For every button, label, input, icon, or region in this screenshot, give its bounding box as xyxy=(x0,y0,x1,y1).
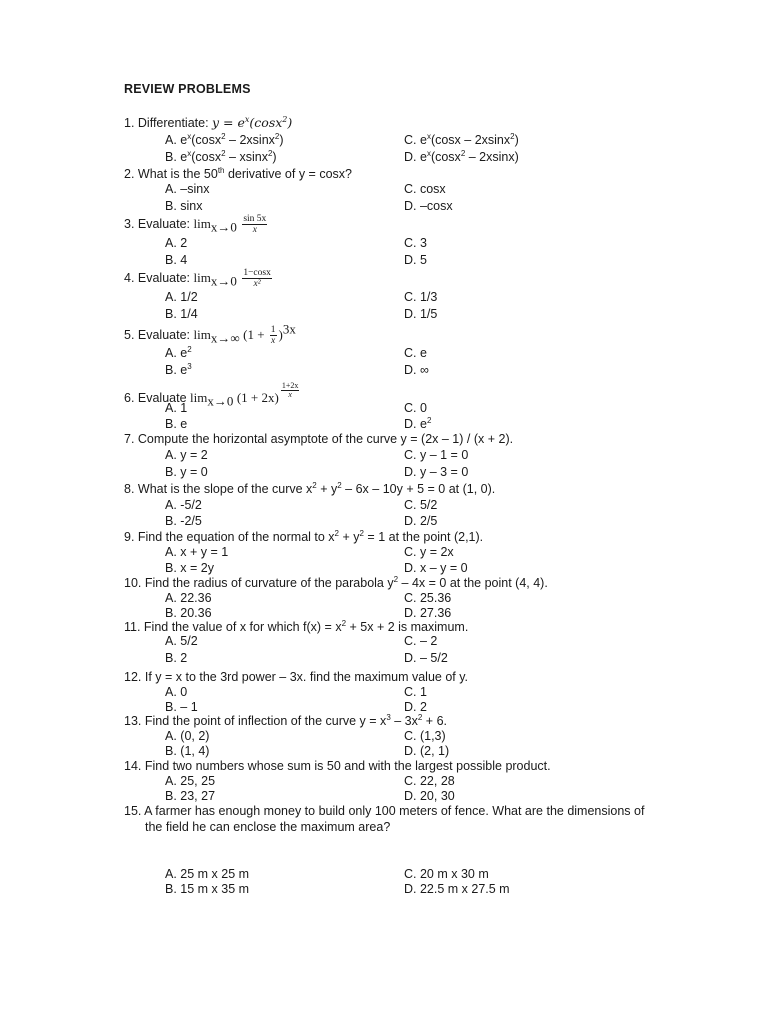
question-2-option-a: A. –sinx xyxy=(165,182,210,196)
question-11: 11. Find the value of x for which $f(x) = x^2 + 5x + 2$ is maximum. xyxy=(124,618,469,634)
question-10-option-a: A. 22.36 xyxy=(165,591,212,605)
question-7-option-d: D. y – 3 = 0 xyxy=(404,465,469,479)
question-10-option-b: B. 20.36 xyxy=(165,606,212,620)
question-6: 6. Evaluate $\lim_{x\to 0} (1 + 2x)$ $\frac{1+2x}{x}$ xyxy=(124,381,299,409)
question-4-option-a: A. 1/2 xyxy=(165,290,198,304)
question-4-option-d: D. 1/5 xyxy=(404,307,438,321)
question-8-option-b: B. -2/5 xyxy=(165,514,202,528)
question-6-option-b: B. e xyxy=(165,417,188,431)
question-14-option-a: A. 25, 25 xyxy=(165,774,216,788)
question-15-option-b: B. 15 m x 35 m xyxy=(165,882,250,896)
question-15: 15. A farmer has enough money to build only 100 meters of fence. What are the dimensions of xyxy=(124,804,645,818)
question-8-option-d: D. 2/5 xyxy=(404,514,438,528)
question-5: 5. Evaluate: $\lim_{x\to\infty} (1$ + $\frac{1}{x}$ )$^{3x}$ xyxy=(124,321,296,346)
question-1-option-c: C. $e^x(\cos x - 2xsinx^2)$ xyxy=(404,131,519,147)
question-11-option-c: C. – 2 xyxy=(404,634,438,648)
question-1 xyxy=(124,115,292,131)
question-14-option-d: D. 20, 30 xyxy=(404,789,455,803)
question-7-option-b: B. y = 0 xyxy=(165,465,208,479)
question-11-option-b: B. 2 xyxy=(165,651,188,665)
question-7-option-c: C. y – 1 = 0 xyxy=(404,448,469,462)
question-14: 14. Find two numbers whose sum is 50 and with the largest possible product. xyxy=(124,759,551,773)
question-5-option-b: B. $e^3$ xyxy=(165,361,192,377)
question-14-option-b: B. 23, 27 xyxy=(165,789,216,803)
question-3: 3. Evaluate: $\lim_{x\to 0}$ $\frac{\sin 5x}{x}$ xyxy=(124,214,267,235)
question-12-option-a: A. 0 xyxy=(165,685,188,699)
question-7-option-a: A. y = 2 xyxy=(165,448,208,462)
question-13-option-a: A. (0, 2) xyxy=(165,729,210,743)
question-3-option-b: B. 4 xyxy=(165,253,188,267)
question-5-option-a: A. $e^2$ xyxy=(165,344,192,360)
question-9-option-a: A. x + y = 1 xyxy=(165,545,229,559)
question-13-option-c: C. (1,3) xyxy=(404,729,446,743)
question-2-option-c: C. cosx xyxy=(404,182,446,196)
question-8-option-c: C. 5/2 xyxy=(404,498,438,512)
question-10: 10. Find the radius of curvature of the parabola $y^2 - 4x = 0$ at the point (4, 4). xyxy=(124,574,548,590)
question-9-option-c: C. y = 2x xyxy=(404,545,454,559)
question-10-option-c: C. 25.36 xyxy=(404,591,452,605)
question-9-option-d: D. x – y = 0 xyxy=(404,561,468,575)
question-3-option-c: C. 3 xyxy=(404,236,427,250)
question-3-option-d: D. 5 xyxy=(404,253,427,267)
question-13-option-b: B. (1, 4) xyxy=(165,744,210,758)
question-6-option-a: A. 1 xyxy=(165,401,188,415)
question-4-option-b: B. 1/4 xyxy=(165,307,198,321)
question-14-option-c: C. 22, 28 xyxy=(404,774,455,788)
question-2-option-d: D. –cosx xyxy=(404,199,453,213)
question-1-option-d: D. $e^x(\cos x^2 - 2xsinx)$ xyxy=(404,148,519,164)
question-3-option-a: A. 2 xyxy=(165,236,188,250)
question-10-option-d: D. 27.36 xyxy=(404,606,452,620)
question-1-option-a: A. $e^x(\cos x^2 - 2xsinx^2)$ xyxy=(165,131,284,147)
question-1-text: 1. Differentiate: xyxy=(124,116,213,130)
question-15-option-d: D. 22.5 m x 27.5 m xyxy=(404,882,510,896)
question-13: 13. Find the point of inflection of the curve $y = x^3 - 3x^2 + 6$. xyxy=(124,712,447,728)
question-12-option-c: C. 1 xyxy=(404,685,427,699)
question-12-option-b: B. – 1 xyxy=(165,700,198,714)
question-5-option-d: D. ∞ xyxy=(404,363,429,377)
question-4-fraction: $\frac{1-\cos x}{\text{x²}}$ xyxy=(243,268,271,289)
question-8-option-a: A. -5/2 xyxy=(165,498,202,512)
question-15-option-a: A. 25 m x 25 m xyxy=(165,867,250,881)
question-11-option-d: D. – 5/2 xyxy=(404,651,448,665)
question-9-option-b: B. x = 2y xyxy=(165,561,214,575)
question-3-fraction: $\frac{\sin 5x}{x}$ xyxy=(243,214,267,235)
question-11-option-a: A. 5/2 xyxy=(165,634,198,648)
question-6-option-c: C. 0 xyxy=(404,401,427,415)
question-6-option-d: D. $e^2$ xyxy=(404,415,432,431)
question-4: 4. Evaluate: $\lim_{x\to 0}$ $\frac{1-\cos x}{\text{x²}}$ xyxy=(124,268,271,289)
question-8: 8. What is the slope of the curve $x^2 + y^2 - 6x - 10y + 5 = 0$ at (1, 0). xyxy=(124,480,496,496)
question-9: 9. Find the equation of the normal to $x^2 + y^2 = 1$ at the point (2,1). xyxy=(124,528,484,544)
question-4-option-c: C. 1/3 xyxy=(404,290,438,304)
question-7: 7. Compute the horizontal asymptote of the curve y = (2x – 1) / (x + 2). xyxy=(124,432,514,446)
page-title: REVIEW PROBLEMS xyxy=(124,82,251,96)
question-5-fraction: $\frac{1}{x}$ xyxy=(270,325,276,346)
question-12: 12. If y = x to the 3rd power – 3x. find the maximum value of y. xyxy=(124,670,469,684)
question-15-continued: the field he can enclose the maximum area? xyxy=(145,820,391,834)
question-12-option-d: D. 2 xyxy=(404,700,427,714)
question-15-option-c: C. 20 m x 30 m xyxy=(404,867,489,881)
question-13-option-d: D. (2, 1) xyxy=(404,744,450,758)
question-2: 2. What is the 50th derivative of y = cosx? xyxy=(124,165,352,181)
question-1-expression: $y = e^x(\cos x^2)$ xyxy=(212,114,293,130)
question-1-option-b: B. $e^x(\cos x^2 - xsinx^2)$ xyxy=(165,148,277,164)
question-2-option-b: B. sinx xyxy=(165,199,203,213)
question-6-exponent: $\frac{1+2x}{x}$ xyxy=(281,381,299,399)
question-5-option-c: C. e xyxy=(404,346,427,360)
